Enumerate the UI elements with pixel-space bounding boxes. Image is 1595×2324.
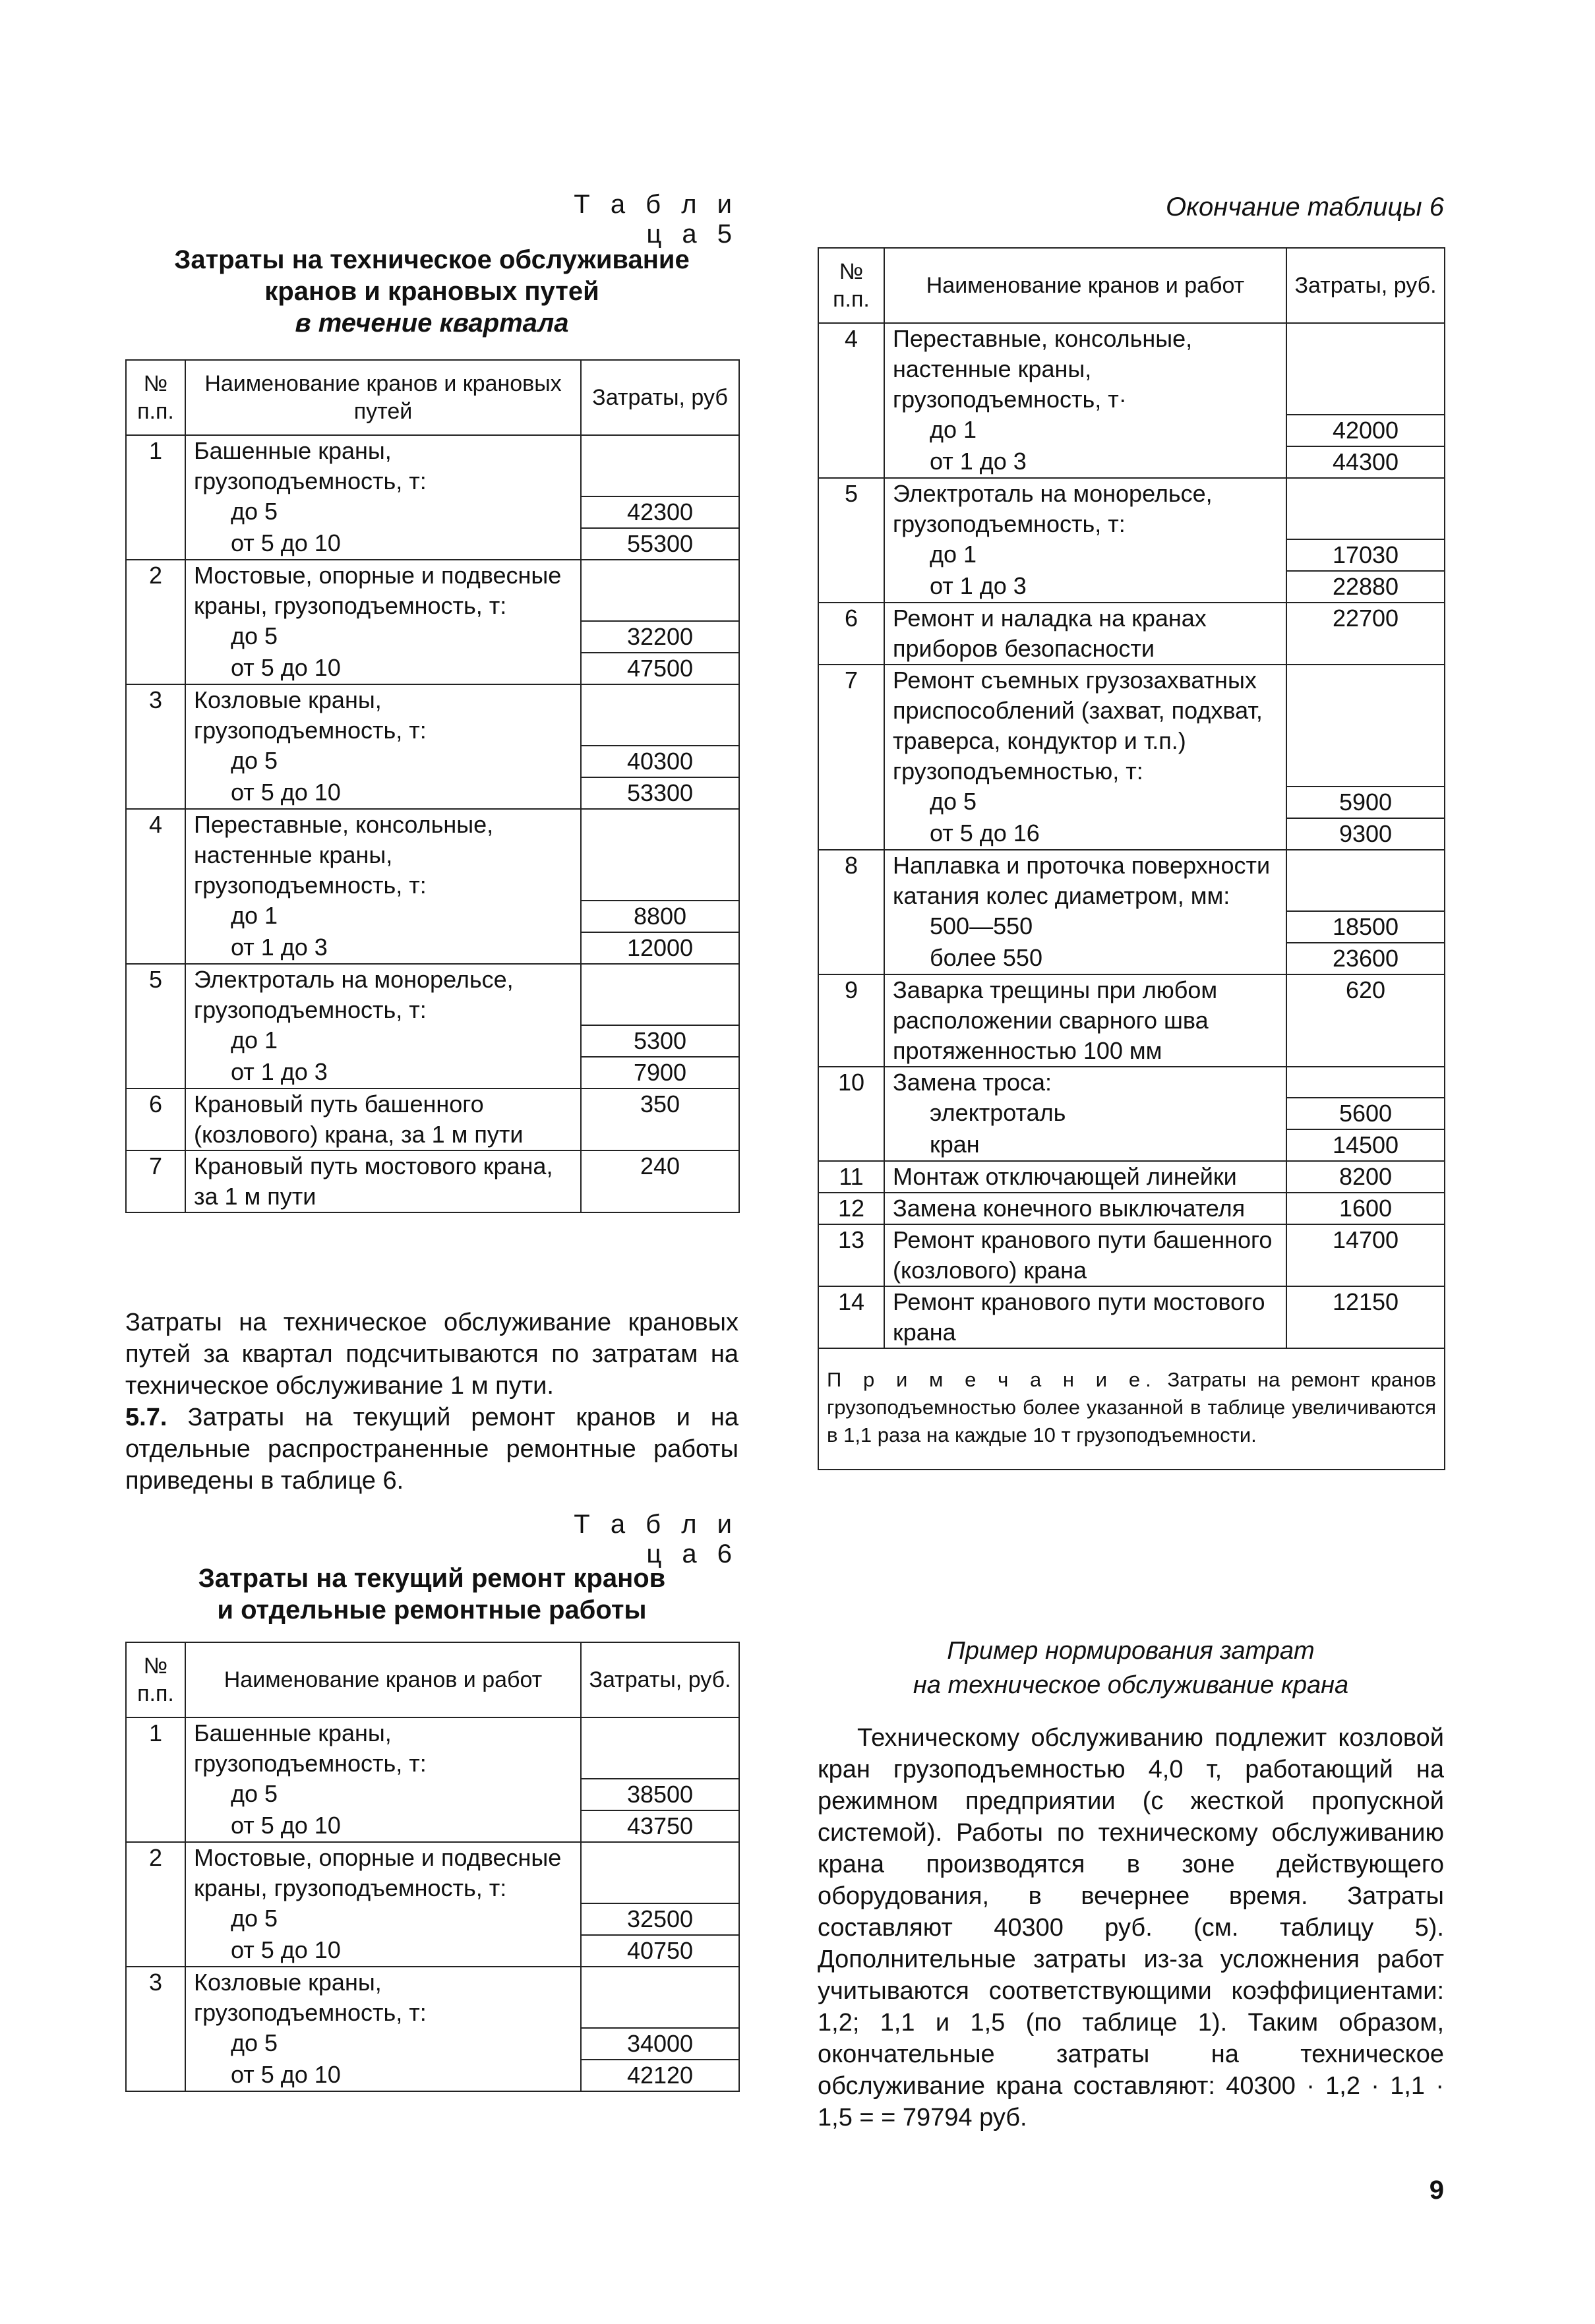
table6-header-num: № п.п. xyxy=(126,1642,185,1717)
section-number: 5.7. xyxy=(125,1404,167,1431)
table6-note xyxy=(818,1348,1445,1470)
t6-table-cont-row-cost: 620 xyxy=(1286,974,1445,1067)
t5-table-row-number xyxy=(126,932,185,964)
t6-table-row-cost: 42120 xyxy=(581,2060,739,2091)
t5-table-row xyxy=(126,528,739,560)
table6-header-cost: Затраты, руб. xyxy=(581,1642,739,1717)
t6-table-cont-row-number: 7 xyxy=(818,665,884,787)
t5-table-row-number: 1 xyxy=(126,435,185,496)
t5-table-row-cost: 5300 xyxy=(581,1025,739,1057)
t6-table-cont-row-cost xyxy=(1286,323,1445,415)
t6-table-cont-row xyxy=(818,1098,1445,1129)
table6-cont-header-name: Наименование кранов и работ xyxy=(884,248,1286,323)
t6-table-cont-row-cost xyxy=(1286,1067,1445,1098)
page-number: 9 xyxy=(1429,2176,1444,2205)
t6-table-cont-row-cost: 22880 xyxy=(1286,571,1445,603)
t5-table-row xyxy=(126,621,739,653)
t6-table-cont-row xyxy=(818,787,1445,818)
t6-table-cont-row-cost: 44300 xyxy=(1286,446,1445,478)
t6-table-cont-row-subitem: от 1 до 3 xyxy=(884,446,1286,478)
t6-table-row-number: 1 xyxy=(126,1717,185,1779)
t5-table-row-cost: 42300 xyxy=(581,496,739,528)
t6-table-cont-row-name: Монтаж отключающей линейки xyxy=(884,1161,1286,1193)
t6-table-cont-row xyxy=(818,1161,1445,1193)
t6-table-cont-row-number xyxy=(818,446,884,478)
t6-table-cont-row-number xyxy=(818,539,884,571)
t6-table-row-number xyxy=(126,2060,185,2091)
example-heading xyxy=(818,1634,1444,1702)
table6-continuation-label: Окончание таблицы 6 xyxy=(1165,193,1444,222)
table6-part1 xyxy=(125,1642,740,2092)
t6-table-cont-row-cost: 14700 xyxy=(1286,1224,1445,1286)
table6-header-name: Наименование кранов и работ xyxy=(185,1642,581,1717)
t5-table-row-name: Крановый путь башенного (козлового) крана, за 1 м пути xyxy=(185,1088,581,1150)
t5-table-row xyxy=(126,496,739,528)
t6-table-cont-row-cost: 5900 xyxy=(1286,787,1445,818)
t6-table-cont-row xyxy=(818,943,1445,974)
t6-table-cont-row-name: Переставные, консольные, настенные краны, грузоподъемность, т· xyxy=(884,323,1286,415)
t6-table-cont-row-cost: 42000 xyxy=(1286,415,1445,446)
t6-table-cont-row-number: 9 xyxy=(818,974,884,1067)
t6-table-row-number xyxy=(126,1935,185,1967)
t6-table-cont-row-name: Ремонт съемных грузозахватных приспособлений (захват, подхват, траверса, кондуктор и т.п.) грузоподъемностью, т: xyxy=(884,665,1286,787)
t6-table-cont-row-number: 13 xyxy=(818,1224,884,1286)
example-text: Техническому обслуживанию подлежит козловой кран грузоподъемностью 4,0 т, работающий на режимном предприятии (с жесткой пропускной системой). Работы по техническому обслуживанию крана производятся в зоне действующего оборудования, в вечернее время. Затраты составляют 40300 руб. (см. таблицу 5). Дополнительные затраты из-за усложнения работ учитываются соответствующими коэффициентами: 1,2; 1,1 и 1,5 (по таблице 1). Таким образом, окончательные затраты на техническое обслуживание крана составляют: 40300 · 1,2 · 1,1 · 1,5 = = 79794 руб. xyxy=(818,1724,1444,2131)
t5-table-row-cost: 32200 xyxy=(581,621,739,653)
t5-table-row xyxy=(126,932,739,964)
table5 xyxy=(125,359,740,1213)
t6-table-cont-row xyxy=(818,818,1445,850)
t5-table-row xyxy=(126,1088,739,1150)
t6-table-row-number xyxy=(126,1810,185,1842)
t6-table-row xyxy=(126,2028,739,2060)
t6-table-cont-row-subitem: электроталь xyxy=(884,1098,1286,1129)
t6-table-cont-row-subitem: до 5 xyxy=(884,787,1286,818)
t5-table-row-number: 3 xyxy=(126,684,185,746)
t5-table-row-number xyxy=(126,746,185,777)
t6-table-cont-row xyxy=(818,1286,1445,1348)
t6-table-cont-row-number: 11 xyxy=(818,1161,884,1193)
t5-table-row xyxy=(126,964,739,1025)
t5-table-row-subitem: от 5 до 10 xyxy=(185,528,581,560)
t6-table-row xyxy=(126,1935,739,1967)
t5-table-row-cost xyxy=(581,964,739,1025)
t6-table-cont-row xyxy=(818,415,1445,446)
t6-table-cont-row-number: 5 xyxy=(818,478,884,539)
table5-label: Т а б л и ц а 5 xyxy=(574,190,738,249)
t6-table-cont-row xyxy=(818,1129,1445,1161)
t6-table-row-subitem: до 5 xyxy=(185,1903,581,1935)
t5-table-row-number: 6 xyxy=(126,1088,185,1150)
t5-table-row-number xyxy=(126,777,185,809)
t6-table-cont-row-subitem: кран xyxy=(884,1129,1286,1161)
table5-title-line2: кранов и крановых путей xyxy=(264,277,599,306)
t6-table-cont-row-cost: 23600 xyxy=(1286,943,1445,974)
t5-table-row-cost xyxy=(581,560,739,621)
t5-table-row-subitem: до 5 xyxy=(185,496,581,528)
t5-table-row xyxy=(126,435,739,496)
t5-table-row-number xyxy=(126,653,185,684)
t6-table-cont-row-number: 10 xyxy=(818,1067,884,1098)
t6-table-row xyxy=(126,1903,739,1935)
paragraph-track-maintenance: Затраты на техническое обслуживание крановых путей за квартал подсчитываются по затратам на техническое обслуживание 1 м пути. xyxy=(125,1309,738,1400)
t6-table-row-subitem: от 5 до 10 xyxy=(185,2060,581,2091)
t5-table-row-number: 5 xyxy=(126,964,185,1025)
t5-table-row xyxy=(126,1057,739,1088)
t5-table-row xyxy=(126,777,739,809)
t6-table-cont-row-subitem: более 550 xyxy=(884,943,1286,974)
t6-table-cont-row-cost: 12150 xyxy=(1286,1286,1445,1348)
t5-table-row xyxy=(126,684,739,746)
t5-table-row-cost: 40300 xyxy=(581,746,739,777)
t5-table-row-subitem: до 1 xyxy=(185,1025,581,1057)
t6-table-cont-row-cost xyxy=(1286,665,1445,787)
t6-table-cont-row-number xyxy=(818,911,884,943)
t6-table-cont-row-number xyxy=(818,1129,884,1161)
table6-title xyxy=(125,1563,738,1626)
paragraph-5-7 xyxy=(125,1402,738,1497)
t6-table-cont-row xyxy=(818,911,1445,943)
table6-note-text: Затраты на ремонт кранов грузоподъемностью более указанной в таблице увеличиваются в 1,1 раза на каждые 10 т грузоподъемности. xyxy=(827,1368,1436,1446)
table6-title-line2: и отдельные ремонтные работы xyxy=(217,1595,647,1624)
t6-table-cont-row-name: Электроталь на монорельсе, грузоподъемность, т: xyxy=(884,478,1286,539)
t5-table-row-number xyxy=(126,528,185,560)
t5-table-row-subitem: от 5 до 10 xyxy=(185,777,581,809)
t6-table-row-number xyxy=(126,1903,185,1935)
t5-table-row-cost xyxy=(581,684,739,746)
t5-table-row-name: Переставные, консольные, настенные краны, грузоподъемность, т: xyxy=(185,809,581,901)
t6-table-cont-row-name: Ремонт кранового пути мостового крана xyxy=(884,1286,1286,1348)
t6-table-row-cost xyxy=(581,1967,739,2028)
t6-table-cont-row-cost: 14500 xyxy=(1286,1129,1445,1161)
t5-table-row-subitem: до 5 xyxy=(185,621,581,653)
t6-table-row xyxy=(126,1717,739,1779)
t6-table-cont-row xyxy=(818,665,1445,787)
t6-table-row-number xyxy=(126,2028,185,2060)
t6-table-cont-row-name: Замена троса: xyxy=(884,1067,1286,1098)
t5-table-row-cost: 350 xyxy=(581,1088,739,1150)
t5-table-row-number xyxy=(126,496,185,528)
t6-table-cont-row xyxy=(818,539,1445,571)
t6-table-cont-row-number xyxy=(818,818,884,850)
table5-header-cost: Затраты, руб xyxy=(581,360,739,435)
t6-table-row-cost: 34000 xyxy=(581,2028,739,2060)
t6-table-cont-row xyxy=(818,1224,1445,1286)
example-heading-line1: Пример нормирования затрат xyxy=(947,1637,1315,1665)
t6-table-row-subitem: до 5 xyxy=(185,1779,581,1810)
t5-table-row-cost: 53300 xyxy=(581,777,739,809)
t6-table-cont-row-number xyxy=(818,1098,884,1129)
table6-cont-header-cost: Затраты, руб. xyxy=(1286,248,1445,323)
t6-table-cont-row xyxy=(818,571,1445,603)
t6-table-cont-row-number xyxy=(818,943,884,974)
t5-table-row-number xyxy=(126,621,185,653)
t6-table-cont-row-cost: 17030 xyxy=(1286,539,1445,571)
t6-table-cont-row-number: 14 xyxy=(818,1286,884,1348)
t5-table-row xyxy=(126,901,739,932)
t6-table-row-cost: 38500 xyxy=(581,1779,739,1810)
table5-title-line1: Затраты на техническое обслуживание xyxy=(174,245,690,274)
t6-table-cont-row-number: 12 xyxy=(818,1193,884,1224)
t5-table-row-number xyxy=(126,1025,185,1057)
t6-table-cont-row-subitem: до 1 xyxy=(884,539,1286,571)
t6-table-row xyxy=(126,1842,739,1903)
t5-table-row-number: 7 xyxy=(126,1150,185,1212)
t6-table-cont-row-number xyxy=(818,415,884,446)
table5-title-line3: в течение квартала xyxy=(295,309,569,338)
t5-table-row-subitem: до 1 xyxy=(185,901,581,932)
t6-table-cont-row-name: Ремонт кранового пути башенного (козлового) крана xyxy=(884,1224,1286,1286)
t6-table-cont-row xyxy=(818,478,1445,539)
paragraph-5-7-text: Затраты на текущий ремонт кранов и на отдельные распространенные ремонтные работы приведены в таблице 6. xyxy=(125,1404,738,1495)
t5-table-row xyxy=(126,653,739,684)
t5-table-row xyxy=(126,746,739,777)
example-heading-line2: на техническое обслуживание крана xyxy=(913,1671,1349,1699)
t6-table-row-cost: 43750 xyxy=(581,1810,739,1842)
table6-label: Т а б л и ц а 6 xyxy=(574,1510,738,1568)
t6-table-row-cost: 32500 xyxy=(581,1903,739,1935)
t5-table-row-name: Башенные краны, грузоподъемность, т: xyxy=(185,435,581,496)
t5-table-row-number xyxy=(126,901,185,932)
t5-table-row-number xyxy=(126,1057,185,1088)
t5-table-row-cost: 55300 xyxy=(581,528,739,560)
t5-table-row-subitem: до 5 xyxy=(185,746,581,777)
t6-table-cont-row-subitem: 500—550 xyxy=(884,911,1286,943)
t6-table-cont-row xyxy=(818,1193,1445,1224)
t6-table-cont-row-subitem: до 1 xyxy=(884,415,1286,446)
t5-table-row xyxy=(126,809,739,901)
t6-table-cont-row-cost: 9300 xyxy=(1286,818,1445,850)
t6-table-cont-row-number xyxy=(818,571,884,603)
t6-table-cont-row-number: 4 xyxy=(818,323,884,415)
t5-table-row xyxy=(126,1025,739,1057)
t6-table-cont-row-cost: 5600 xyxy=(1286,1098,1445,1129)
t6-table-cont-row-number xyxy=(818,787,884,818)
t6-table-cont-row xyxy=(818,974,1445,1067)
t6-table-row xyxy=(126,1967,739,2028)
t6-table-cont-row-name: Замена конечного выключателя xyxy=(884,1193,1286,1224)
t6-table-row-name: Мостовые, опорные и подвесные краны, грузоподъемность, т: xyxy=(185,1842,581,1903)
t5-table-row-name: Мостовые, опорные и подвесные краны, грузоподъемность, т: xyxy=(185,560,581,621)
t6-table-cont-row xyxy=(818,603,1445,665)
t5-table-row-cost: 12000 xyxy=(581,932,739,964)
t6-table-cont-row-number: 8 xyxy=(818,850,884,911)
table5-header-num: № п.п. xyxy=(126,360,185,435)
t6-table-cont-row-name: Заварка трещины при любом расположении сварного шва протяженностью 100 мм xyxy=(884,974,1286,1067)
t6-table-cont-row xyxy=(818,323,1445,415)
table6-cont-header-num: № п.п. xyxy=(818,248,884,323)
table6-note-label: П р и м е ч а н и е. xyxy=(827,1368,1157,1391)
t6-table-row xyxy=(126,1810,739,1842)
t6-table-row xyxy=(126,1779,739,1810)
t6-table-row-number xyxy=(126,1779,185,1810)
t6-table-cont-row xyxy=(818,1067,1445,1098)
t5-table-row-name: Крановый путь мостового крана, за 1 м пути xyxy=(185,1150,581,1212)
t6-table-cont-row-cost xyxy=(1286,478,1445,539)
t5-table-row-cost: 7900 xyxy=(581,1057,739,1088)
t6-table-cont-row-cost xyxy=(1286,850,1445,911)
table6-part2 xyxy=(818,247,1445,1470)
t5-table-row-number: 2 xyxy=(126,560,185,621)
t5-table-row-number: 4 xyxy=(126,809,185,901)
t5-table-row xyxy=(126,1150,739,1212)
t6-table-cont-row-subitem: от 5 до 16 xyxy=(884,818,1286,850)
t5-table-row-name: Электроталь на монорельсе, грузоподъемность, т: xyxy=(185,964,581,1025)
t6-table-cont-row-cost: 22700 xyxy=(1286,603,1445,665)
t5-table-row xyxy=(126,560,739,621)
t6-table-row xyxy=(126,2060,739,2091)
t5-table-row-subitem: от 1 до 3 xyxy=(185,1057,581,1088)
t6-table-row-name: Козловые краны, грузоподъемность, т: xyxy=(185,1967,581,2028)
t6-table-cont-row-name: Наплавка и проточка поверхности катания колес диаметром, мм: xyxy=(884,850,1286,911)
t6-table-cont-row-number: 6 xyxy=(818,603,884,665)
t6-table-cont-row-name: Ремонт и наладка на кранах приборов безопасности xyxy=(884,603,1286,665)
t5-table-row-cost xyxy=(581,435,739,496)
table6-title-line1: Затраты на текущий ремонт кранов xyxy=(198,1564,666,1593)
t6-table-row-number: 3 xyxy=(126,1967,185,2028)
t6-table-cont-row xyxy=(818,446,1445,478)
t6-table-row-cost xyxy=(581,1842,739,1903)
t6-table-row-name: Башенные краны, грузоподъемность, т: xyxy=(185,1717,581,1779)
t6-table-row-cost: 40750 xyxy=(581,1935,739,1967)
table5-title xyxy=(125,244,738,339)
t5-table-row-cost xyxy=(581,809,739,901)
t6-table-cont-row xyxy=(818,850,1445,911)
t5-table-row-subitem: от 5 до 10 xyxy=(185,653,581,684)
t6-table-cont-row-subitem: от 1 до 3 xyxy=(884,571,1286,603)
t6-table-row-subitem: до 5 xyxy=(185,2028,581,2060)
t6-table-row-subitem: от 5 до 10 xyxy=(185,1935,581,1967)
table5-header-name: Наименование кранов и крановых путей xyxy=(185,360,581,435)
t5-table-row-cost: 8800 xyxy=(581,901,739,932)
t5-table-row-name: Козловые краны, грузоподъемность, т: xyxy=(185,684,581,746)
t6-table-cont-row-cost: 18500 xyxy=(1286,911,1445,943)
t6-table-row-cost xyxy=(581,1717,739,1779)
t6-table-row-number: 2 xyxy=(126,1842,185,1903)
t6-table-row-subitem: от 5 до 10 xyxy=(185,1810,581,1842)
t6-table-cont-row-cost: 1600 xyxy=(1286,1193,1445,1224)
t5-table-row-cost: 47500 xyxy=(581,653,739,684)
t5-table-row-subitem: от 1 до 3 xyxy=(185,932,581,964)
t5-table-row-cost: 240 xyxy=(581,1150,739,1212)
t6-table-cont-row-cost: 8200 xyxy=(1286,1161,1445,1193)
